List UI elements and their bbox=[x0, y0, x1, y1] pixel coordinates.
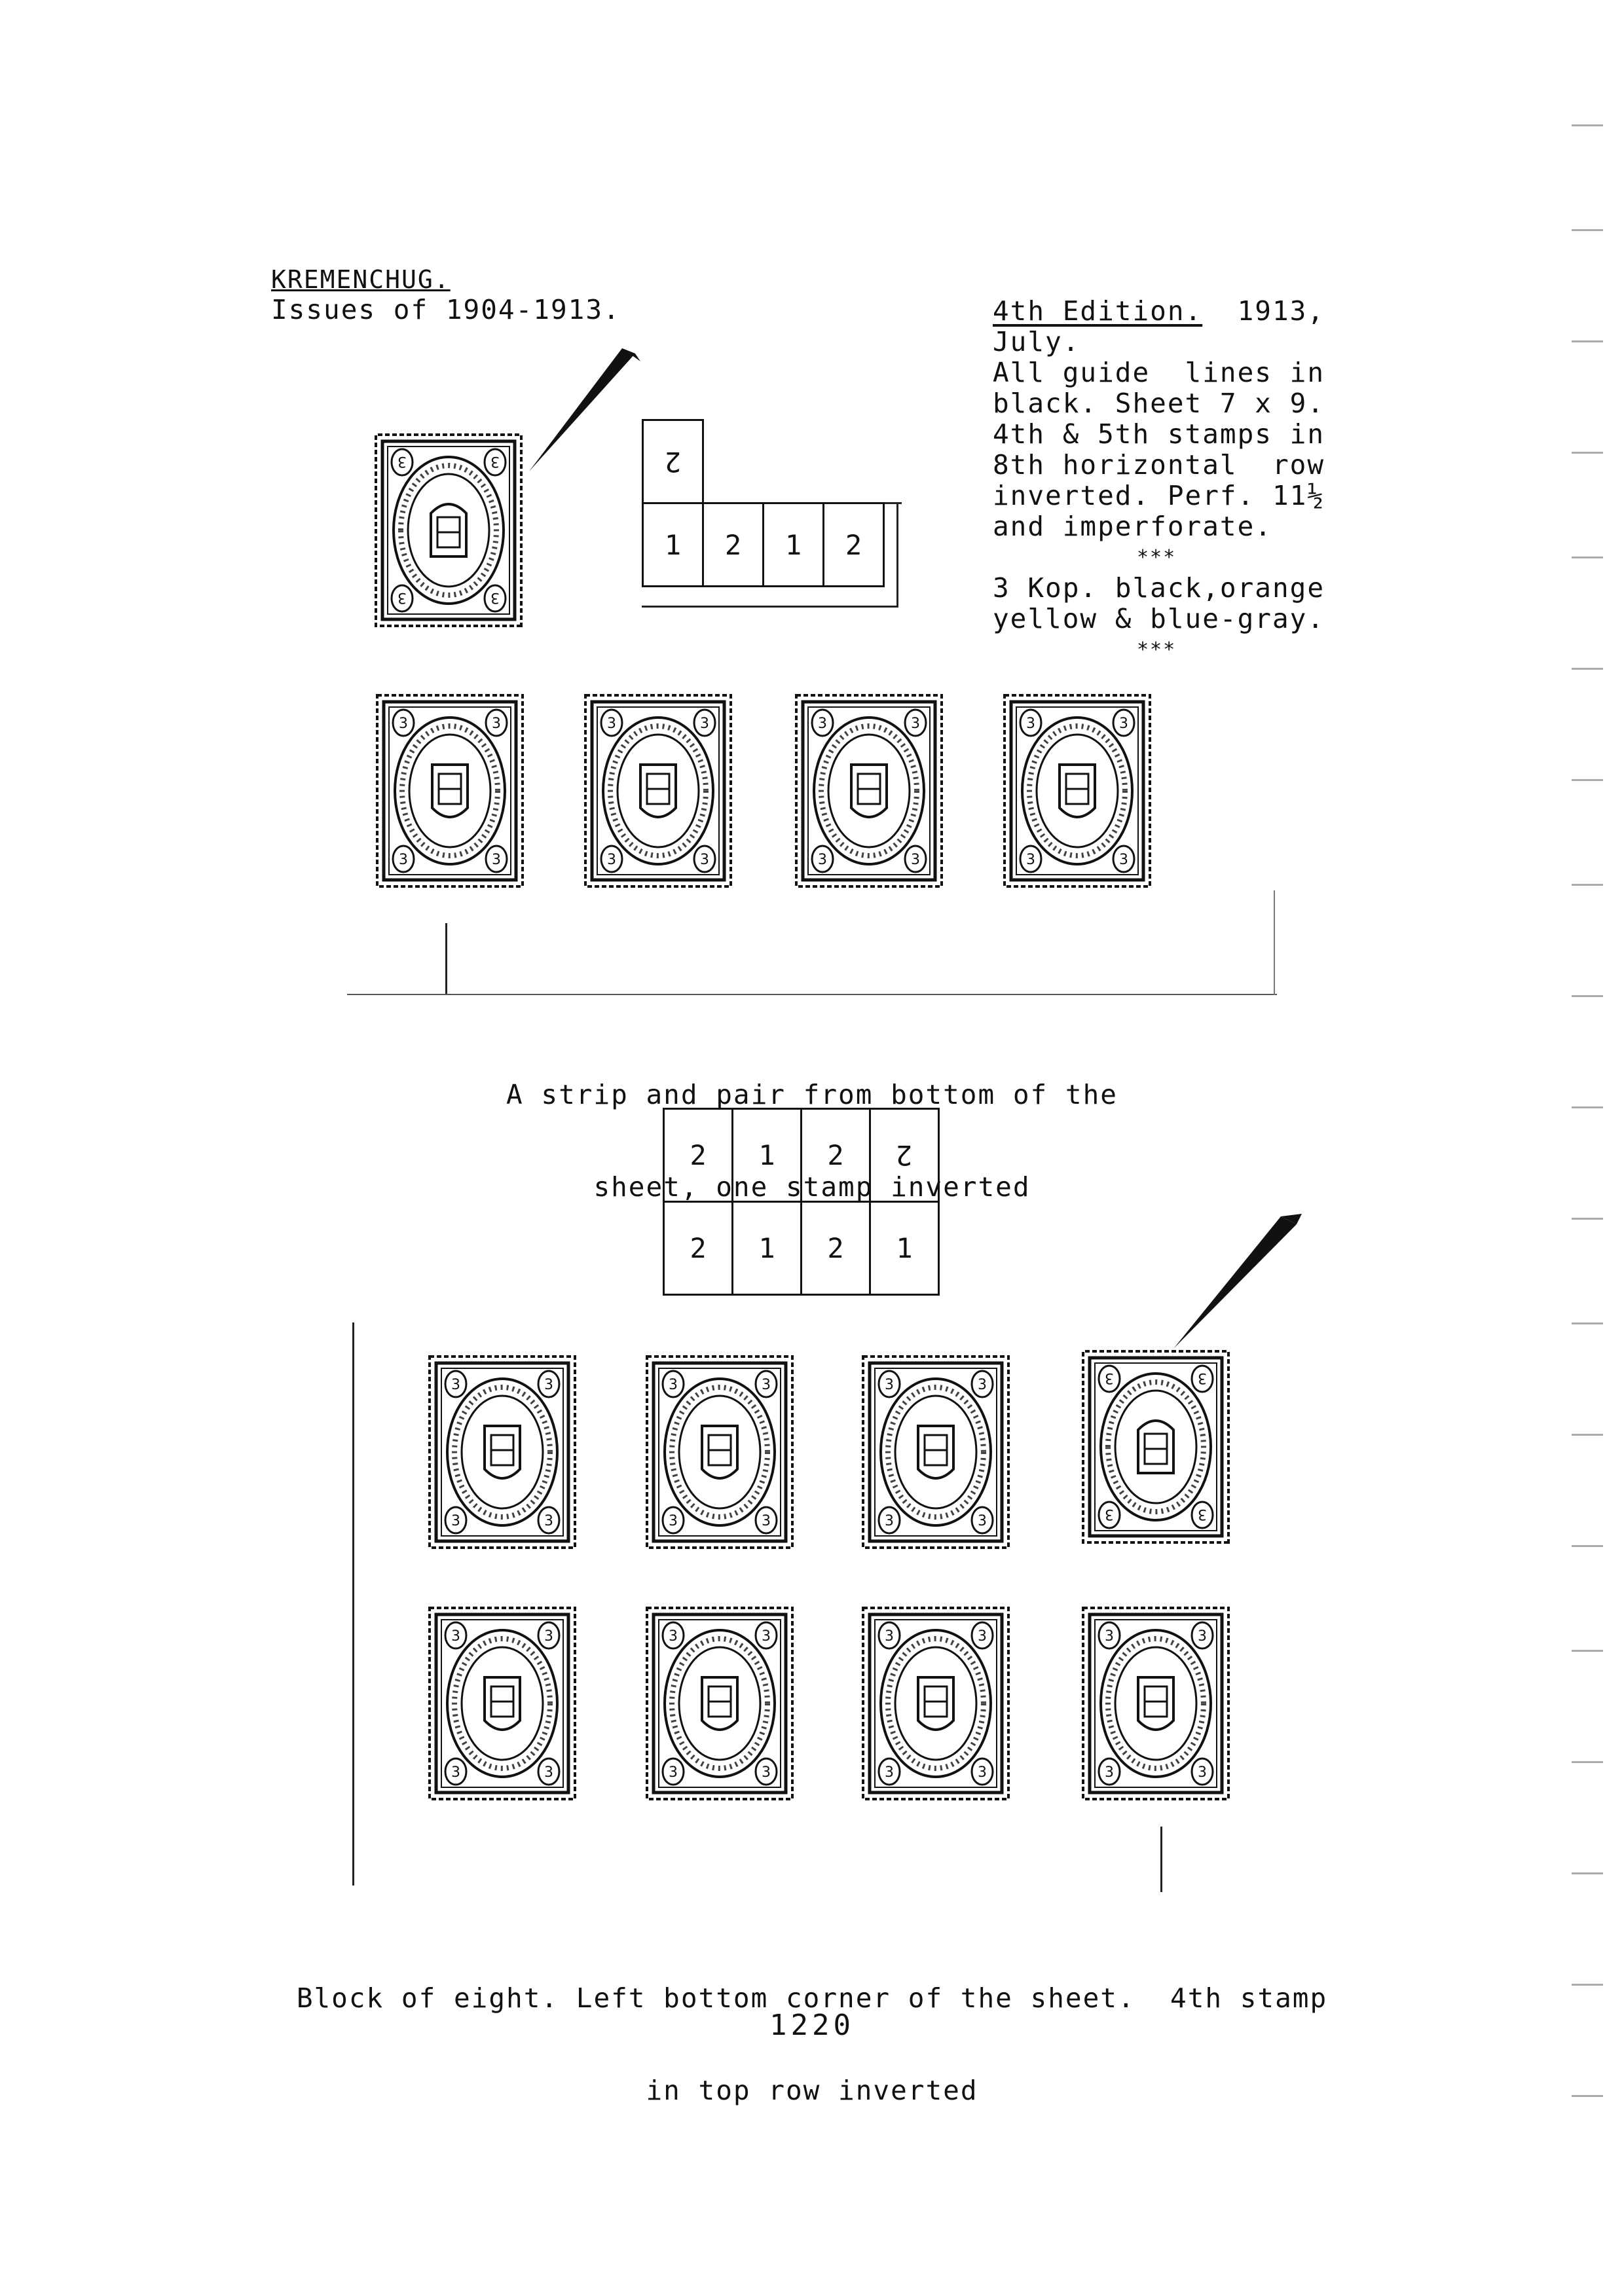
stamp bbox=[794, 693, 944, 889]
pointer-arrow bbox=[524, 347, 642, 478]
edition-line: 4th & 5th stamps in bbox=[993, 418, 1325, 450]
edition-line: and imperforate. bbox=[993, 511, 1272, 542]
edition-line: All guide lines in bbox=[993, 357, 1325, 388]
edition-heading: 4th Edition. bbox=[993, 295, 1203, 327]
separator-stars: *** bbox=[1137, 638, 1177, 661]
sheet-diagram-1 bbox=[642, 419, 904, 615]
diagram-cell: 1 bbox=[762, 502, 824, 587]
stamp bbox=[427, 1354, 578, 1550]
diagram-cell: 2 bbox=[642, 419, 704, 504]
edition-line: July. bbox=[993, 326, 1080, 357]
page-title: KREMENCHUG. bbox=[271, 265, 451, 294]
edition-line: 8th horizontal row bbox=[993, 449, 1325, 481]
diagram-cell: 2 bbox=[822, 502, 885, 587]
separator-stars: *** bbox=[1137, 546, 1177, 569]
diagram-cell: 1 bbox=[642, 502, 704, 587]
caption-line: in top row inverted bbox=[646, 2075, 978, 2106]
page-subtitle: Issues of 1904-1913. bbox=[271, 294, 621, 325]
caption-line: A strip and pair from bottom of the bbox=[506, 1079, 1118, 1110]
edition-line: inverted. Perf. 11½ bbox=[993, 480, 1325, 511]
edition-block bbox=[993, 296, 1325, 665]
stamp bbox=[427, 1605, 578, 1802]
stamp bbox=[583, 693, 733, 889]
stamp bbox=[860, 1605, 1011, 1802]
stamp bbox=[644, 1605, 795, 1802]
diagram-cell: 1 bbox=[869, 1201, 940, 1296]
diagram-cell: 1 bbox=[731, 1201, 802, 1296]
edition-line: 3 Kop. black,orange bbox=[993, 572, 1325, 604]
diagram-cell: 2 bbox=[663, 1108, 733, 1203]
diagram-cell: 2 bbox=[702, 502, 764, 587]
diagram-cell: 2 bbox=[663, 1201, 733, 1296]
caption-line: sheet, one stamp inverted bbox=[593, 1171, 1031, 1203]
diagram-cell: 1 bbox=[731, 1108, 802, 1203]
edition-line: yellow & blue-gray. bbox=[993, 603, 1325, 634]
diagram-cell: 2 bbox=[800, 1108, 871, 1203]
stamp-inverted bbox=[1080, 1349, 1231, 1545]
stamp bbox=[860, 1354, 1011, 1550]
edition-line: black. Sheet 7 x 9. bbox=[993, 388, 1325, 419]
edition-year: 1913, bbox=[1237, 295, 1325, 327]
stamp bbox=[644, 1354, 795, 1550]
caption-line: Block of eight. Left bottom corner of the sheet. 4th stamp bbox=[296, 1982, 1328, 2014]
stamp bbox=[1002, 693, 1153, 889]
stamp bbox=[375, 693, 525, 889]
pointer-arrow bbox=[1166, 1211, 1303, 1355]
page-number: 1220 bbox=[769, 2009, 855, 2042]
stamp-inverted bbox=[373, 432, 524, 629]
diagram-cell: 2 bbox=[800, 1201, 871, 1296]
sheet-diagram-2 bbox=[663, 1108, 944, 1298]
stamp bbox=[1080, 1605, 1231, 1802]
diagram-cell: 2 bbox=[869, 1108, 940, 1203]
